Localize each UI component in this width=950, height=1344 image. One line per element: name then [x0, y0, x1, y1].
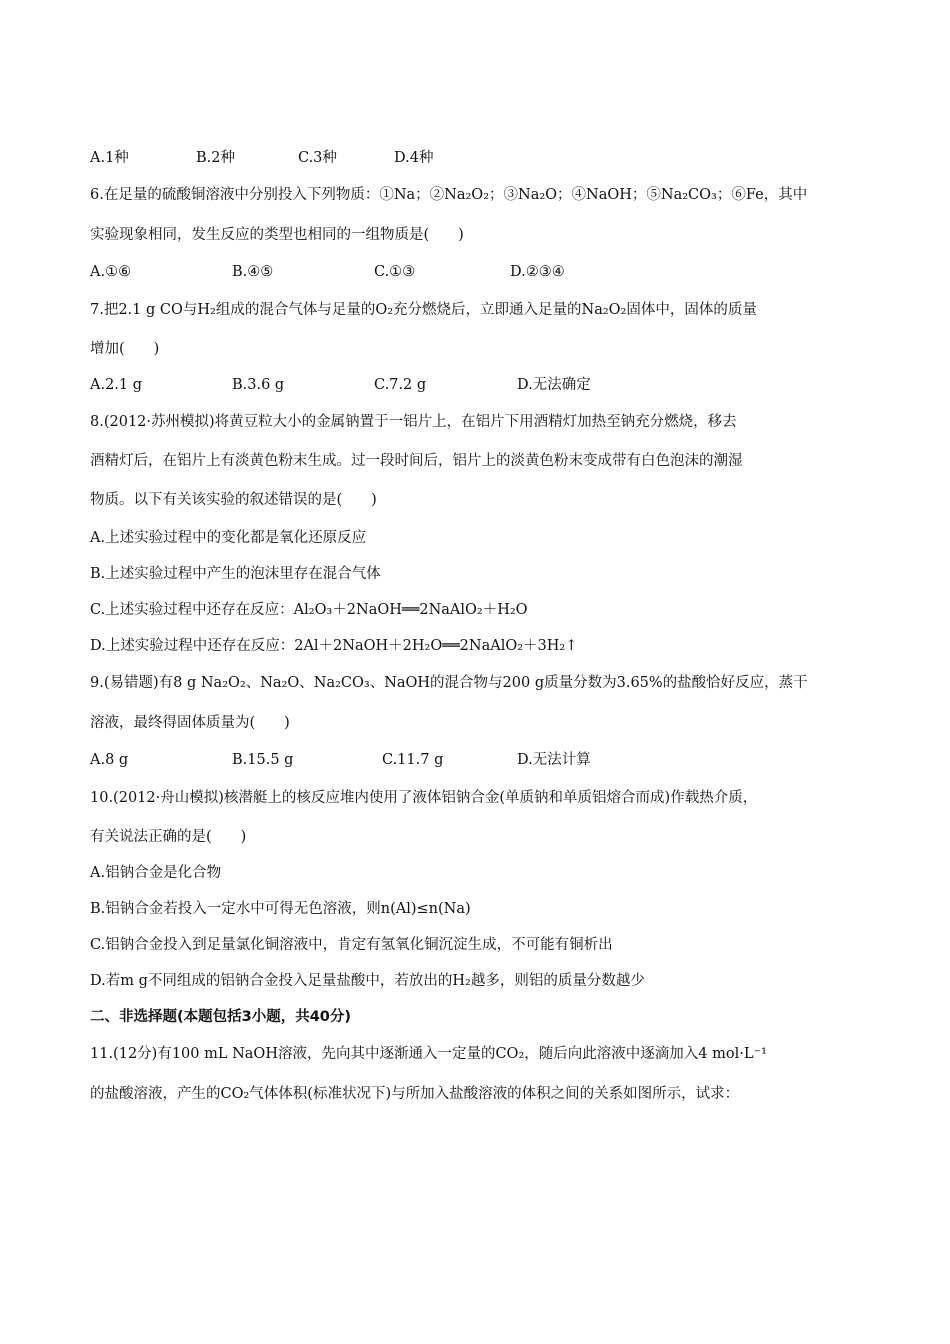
q7-option-a: A.2.1 g [90, 377, 143, 393]
q11-stem-line2: 的盐酸溶液，产生的CO₂气体体积(标准状况下)与所加入盐酸溶液的体积之间的关系如图所示，试求： [90, 1086, 740, 1102]
q9-stem-line1: 9.(易错题)有8 g Na₂O₂、Na₂O、Na₂CO₃、NaOH的混合物与200 g质量分数为3.65%的盐酸恰好反应，蒸干 [90, 675, 808, 691]
q9-option-d: D.无法计算 [517, 752, 591, 768]
q7-stem-line1: 7.把2.1 g CO与H₂组成的混合气体与足量的O₂充分燃烧后，立即通入足量的Na₂O₂固体中，固体的质量 [90, 302, 757, 318]
q6-option-c: C.①③ [374, 264, 416, 280]
q5-option-b: B.2种 [196, 150, 235, 166]
q6-option-a: A.①⑥ [90, 264, 132, 280]
q9-option-c: C.11.7 g [382, 752, 444, 768]
q9-stem-line2: 溶液，最终得固体质量为( ) [90, 715, 290, 731]
q6-stem-line2: 实验现象相同，发生反应的类型也相同的一组物质是( ) [90, 227, 464, 243]
q8-option-a: A.上述实验过程中的变化都是氧化还原反应 [90, 530, 367, 546]
q7-option-d: D.无法确定 [517, 377, 591, 393]
q11-stem-line1: 11.(12分)有100 mL NaOH溶液，先向其中逐渐通入一定量的CO₂，随后向此溶液中逐滴加入4 mol·L⁻¹ [90, 1046, 767, 1062]
q6-stem-line1: 6.在足量的硫酸铜溶液中分别投入下列物质：①Na；②Na₂O₂；③Na₂O；④NaOH；⑤Na₂CO₃；⑥Fe，其中 [90, 187, 808, 203]
q5-option-d: D.4种 [394, 150, 434, 166]
q5-option-c: C.3种 [298, 150, 337, 166]
q10-option-a: A.铝钠合金是化合物 [90, 865, 222, 881]
q7-option-b: B.3.6 g [232, 377, 285, 393]
q8-stem-line2: 酒精灯后，在铝片上有淡黄色粉末生成。过一段时间后，铝片上的淡黄色粉末变成带有白色泡沫的潮湿 [90, 453, 743, 469]
q9-option-a: A.8 g [90, 752, 129, 768]
q8-stem-line3: 物质。以下有关该实验的叙述错误的是( ) [90, 492, 377, 508]
q8-option-d: D.上述实验过程中还存在反应：2Al＋2NaOH＋2H₂O══2NaAlO₂＋3H₂↑ [90, 638, 578, 654]
q10-option-d: D.若m g不同组成的铝钠合金投入足量盐酸中，若放出的H₂越多，则铝的质量分数越少 [90, 973, 645, 989]
q10-option-b: B.铝钠合金若投入一定水中可得无色溶液，则n(Al)≤n(Na) [90, 901, 471, 917]
q7-option-c: C.7.2 g [374, 377, 427, 393]
q8-option-c: C.上述实验过程中还存在反应：Al₂O₃＋2NaOH══2NaAlO₂＋H₂O [90, 602, 528, 618]
q9-option-b: B.15.5 g [232, 752, 294, 768]
q8-option-b: B.上述实验过程中产生的泡沫里存在混合气体 [90, 566, 381, 582]
q6-option-d: D.②③④ [510, 264, 565, 280]
q10-stem-line1: 10.(2012·舟山模拟)核潜艇上的核反应堆内使用了液体铝钠合金(单质钠和单质铝熔合而成)作载热介质， [90, 790, 758, 806]
q7-stem-line2: 增加( ) [90, 341, 160, 357]
q6-option-b: B.④⑤ [232, 264, 274, 280]
q10-option-c: C.铝钠合金投入到足量氯化铜溶液中，肯定有氢氧化铜沉淀生成，不可能有铜析出 [90, 937, 613, 953]
section2-heading: 二、非选择题(本题包括3小题，共40分) [90, 1009, 352, 1025]
q10-stem-line2: 有关说法正确的是( ) [90, 829, 247, 845]
q8-stem-line1: 8.(2012·苏州模拟)将黄豆粒大小的金属钠置于一铝片上，在铝片下用酒精灯加热至钠充分燃烧，移去 [90, 414, 737, 430]
q5-option-a: A.1种 [90, 150, 129, 166]
